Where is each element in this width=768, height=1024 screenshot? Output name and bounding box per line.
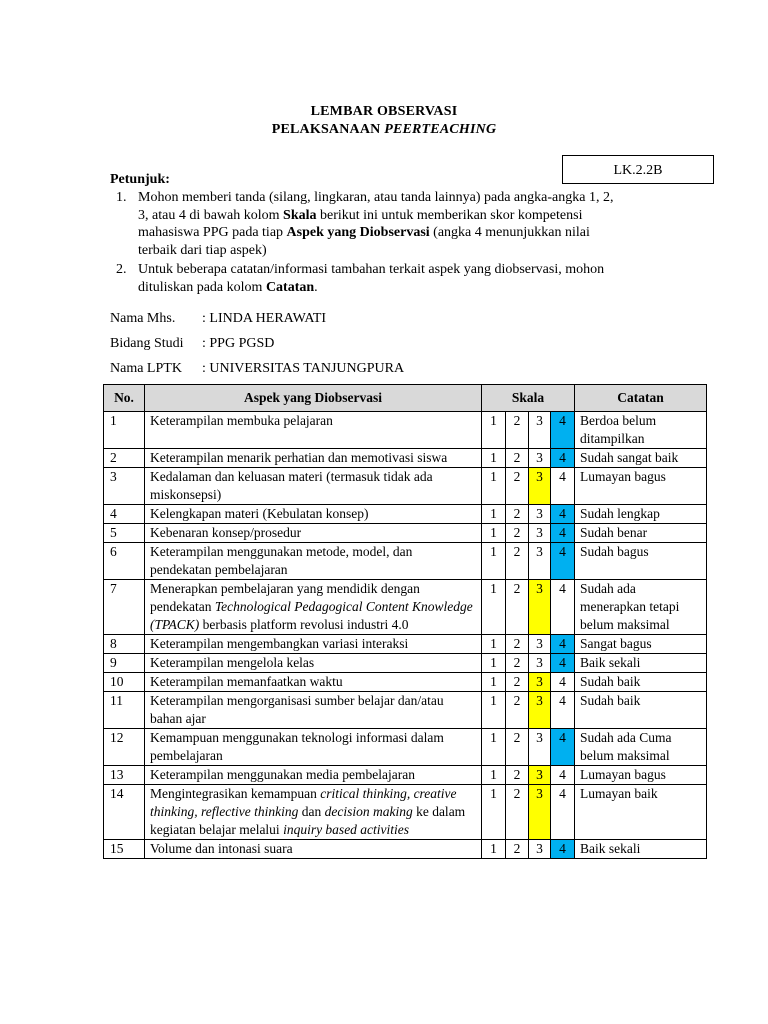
scale-option[interactable]: 2 (506, 580, 529, 635)
scale-option-selected[interactable]: 3 (529, 580, 551, 635)
scale-option[interactable]: 1 (482, 654, 506, 673)
scale-option[interactable]: 2 (506, 635, 529, 654)
scale-option[interactable]: 1 (482, 785, 506, 840)
scale-option[interactable]: 4 (551, 766, 575, 785)
lptk-row (110, 361, 404, 377)
instruction-item-1 (116, 189, 616, 259)
scale-option-selected[interactable]: 4 (551, 543, 575, 580)
row-number: 2 (104, 449, 145, 468)
instruction-item-2 (116, 261, 616, 297)
scale-option-selected[interactable]: 4 (551, 729, 575, 766)
note-text: Sangat bagus (575, 635, 707, 654)
aspect-text: Keterampilan membuka pelajaran (145, 412, 482, 449)
subtitle-prefix: PELAKSANAAN (271, 122, 385, 137)
row-number: 10 (104, 673, 145, 692)
table-row (104, 412, 707, 449)
table-row (104, 654, 707, 673)
field-value: : LINDA HERAWATI (202, 311, 327, 326)
table-row (104, 785, 707, 840)
note-text: Sudah bagus (575, 543, 707, 580)
field-label: Bidang Studi (110, 336, 184, 351)
row-number: 3 (104, 468, 145, 505)
study-field-row (110, 336, 274, 352)
scale-option[interactable]: 3 (529, 654, 551, 673)
note-text: Sudah baik (575, 673, 707, 692)
row-number: 9 (104, 654, 145, 673)
scale-option[interactable]: 2 (506, 692, 529, 729)
aspect-text: Keterampilan mengorganisasi sumber belajar dan/atau bahan ajar (145, 692, 482, 729)
instruction-bold-aspek: Aspek yang Diobservasi (286, 225, 430, 240)
header-aspek: Aspek yang Diobservasi (145, 385, 482, 412)
aspect-text: Mengintegrasikan kemampuan critical thinking, creative thinking, reflective thinking dan decision making ke dalam kegiatan belajar melalui inquiry based activities (145, 785, 482, 840)
instruction-text-part: berikut ini untuk memberikan skor kompetensi mahasiswa PPG pada tiap (138, 207, 583, 240)
table-body (104, 412, 707, 859)
field-value: : PPG PGSD (202, 336, 275, 351)
scale-option[interactable]: 2 (506, 673, 529, 692)
table-row (104, 580, 707, 635)
scale-option[interactable]: 2 (506, 840, 529, 859)
field-label: Nama Mhs. (110, 311, 176, 326)
aspect-text: Keterampilan mengembangkan variasi interaksi (145, 635, 482, 654)
instruction-bold-skala: Skala (283, 207, 317, 223)
row-number: 14 (104, 785, 145, 840)
scale-option-selected[interactable]: 4 (551, 840, 575, 859)
scale-option-selected[interactable]: 3 (529, 468, 551, 505)
note-text: Sudah lengkap (575, 505, 707, 524)
scale-option[interactable]: 3 (529, 505, 551, 524)
scale-option-selected[interactable]: 4 (551, 654, 575, 673)
row-number: 5 (104, 524, 145, 543)
aspect-text: Keterampilan menarik perhatian dan memotivasi siswa (145, 449, 482, 468)
row-number: 13 (104, 766, 145, 785)
scale-option[interactable]: 4 (551, 468, 575, 505)
note-text: Sudah ada Cuma belum maksimal (575, 729, 707, 766)
scale-option-selected[interactable]: 4 (551, 412, 575, 449)
scale-option[interactable]: 1 (482, 635, 506, 654)
row-number: 12 (104, 729, 145, 766)
aspect-text: Kelengkapan materi (Kebulatan konsep) (145, 505, 482, 524)
aspect-text: Menerapkan pembelajaran yang mendidik dengan pendekatan Technological Pedagogical Content Knowledge (TPACK) berbasis platform revolusi industri 4.0 (145, 580, 482, 635)
scale-option-selected[interactable]: 4 (551, 524, 575, 543)
scale-option-selected[interactable]: 3 (529, 692, 551, 729)
note-text: Sudah ada menerapkan tetapi belum maksimal (575, 580, 707, 635)
observation-table (103, 384, 707, 859)
table-row (104, 766, 707, 785)
scale-option[interactable]: 4 (551, 785, 575, 840)
document-title: LEMBAR OBSERVASI (310, 104, 458, 119)
scale-option[interactable]: 1 (482, 412, 506, 449)
note-text: Lumayan baik (575, 785, 707, 840)
note-text: Sudah benar (575, 524, 707, 543)
instruction-text-part: . (314, 279, 318, 295)
table-header-row (104, 385, 707, 412)
table-row (104, 840, 707, 859)
scale-option-selected[interactable]: 3 (529, 785, 551, 840)
aspect-text: Keterampilan menggunakan metode, model, dan pendekatan pembelajaran (145, 543, 482, 580)
instruction-number: 1. (116, 190, 127, 205)
scale-option-selected[interactable]: 4 (551, 505, 575, 524)
scale-option[interactable]: 1 (482, 449, 506, 468)
note-text: Lumayan bagus (575, 766, 707, 785)
table-row (104, 673, 707, 692)
scale-option[interactable]: 2 (506, 468, 529, 505)
scale-option[interactable]: 2 (506, 654, 529, 673)
table-row (104, 692, 707, 729)
note-text: Sudah sangat baik (575, 449, 707, 468)
scale-option[interactable]: 2 (506, 785, 529, 840)
aspect-text: Keterampilan menggunakan media pembelajaran (145, 766, 482, 785)
table-row (104, 729, 707, 766)
scale-option[interactable]: 4 (551, 580, 575, 635)
scale-option-selected[interactable]: 3 (529, 673, 551, 692)
table-row (104, 543, 707, 580)
scale-option[interactable]: 1 (482, 729, 506, 766)
table-row (104, 449, 707, 468)
scale-option[interactable]: 4 (551, 673, 575, 692)
note-text: Baik sekali (575, 654, 707, 673)
aspect-text: Kebenaran konsep/prosedur (145, 524, 482, 543)
aspect-text: Kedalaman dan keluasan materi (termasuk tidak ada miskonsepsi) (145, 468, 482, 505)
scale-option[interactable]: 1 (482, 505, 506, 524)
row-number: 6 (104, 543, 145, 580)
row-number: 15 (104, 840, 145, 859)
header-catatan: Catatan (575, 385, 707, 412)
scale-option[interactable]: 1 (482, 580, 506, 635)
note-text: Baik sekali (575, 840, 707, 859)
note-text: Berdoa belum ditampilkan (575, 412, 707, 449)
instruction-text-part: (angka 4 menunjukkan nilai terbaik dari tiap aspek) (138, 225, 590, 258)
scale-option[interactable]: 2 (506, 729, 529, 766)
scale-option[interactable]: 1 (482, 840, 506, 859)
scale-option[interactable]: 1 (482, 543, 506, 580)
scale-option[interactable]: 2 (506, 412, 529, 449)
instruction-text-part: Untuk beberapa catatan/informasi tambahan terkait aspek yang diobservasi, mohon dituliskan pada kolom (138, 262, 605, 295)
scale-option[interactable]: 2 (506, 449, 529, 468)
scale-option-selected[interactable]: 3 (529, 766, 551, 785)
scale-option[interactable]: 1 (482, 766, 506, 785)
scale-option[interactable]: 1 (482, 673, 506, 692)
table-row (104, 635, 707, 654)
instruction-number: 2. (116, 262, 127, 277)
field-label: Nama LPTK (110, 361, 182, 376)
header-no: No. (104, 385, 145, 412)
scale-option[interactable]: 3 (529, 412, 551, 449)
aspect-text: Keterampilan mengelola kelas (145, 654, 482, 673)
row-number: 8 (104, 635, 145, 654)
scale-option[interactable]: 4 (551, 692, 575, 729)
field-value: : UNIVERSITAS TANJUNGPURA (202, 361, 405, 376)
scale-option[interactable]: 3 (529, 543, 551, 580)
row-number: 11 (104, 692, 145, 729)
scale-option[interactable]: 2 (506, 766, 529, 785)
aspect-text: Kemampuan menggunakan teknologi informasi dalam pembelajaran (145, 729, 482, 766)
aspect-text: Volume dan intonasi suara (145, 840, 482, 859)
row-number: 7 (104, 580, 145, 635)
scale-option[interactable]: 1 (482, 524, 506, 543)
document-subtitle (0, 122, 768, 138)
scale-option[interactable]: 3 (529, 635, 551, 654)
scale-option[interactable]: 3 (529, 524, 551, 543)
note-text: Sudah baik (575, 692, 707, 729)
subtitle-italic: PEERTEACHING (384, 122, 497, 137)
table-row (104, 524, 707, 543)
student-name-row (110, 311, 326, 327)
scale-option[interactable]: 2 (506, 543, 529, 580)
row-number: 1 (104, 412, 145, 449)
scale-option[interactable]: 3 (529, 840, 551, 859)
header-skala: Skala (482, 385, 575, 412)
scale-option[interactable]: 3 (529, 449, 551, 468)
scale-option-selected[interactable]: 4 (551, 449, 575, 468)
table-row (104, 505, 707, 524)
instruction-text (138, 261, 616, 296)
instruction-text (138, 189, 616, 259)
scale-option[interactable]: 2 (506, 524, 529, 543)
scale-option[interactable]: 3 (529, 729, 551, 766)
row-number: 4 (104, 505, 145, 524)
instruction-bold-catatan: Catatan (265, 279, 315, 295)
scale-option[interactable]: 2 (506, 505, 529, 524)
scale-option-selected[interactable]: 4 (551, 635, 575, 654)
scale-option[interactable]: 1 (482, 468, 506, 505)
aspect-text: Keterampilan memanfaatkan waktu (145, 673, 482, 692)
scale-option[interactable]: 1 (482, 692, 506, 729)
instruction-text-part: Mohon memberi tanda (silang, lingkaran, atau tanda lainnya) pada angka-angka 1, 2, 3, atau 4 di bawah kolom (138, 190, 614, 223)
form-code-box: LK.2.2B (562, 155, 714, 184)
instructions-heading: Petunjuk: (110, 172, 170, 187)
table-row (104, 468, 707, 505)
note-text: Lumayan bagus (575, 468, 707, 505)
